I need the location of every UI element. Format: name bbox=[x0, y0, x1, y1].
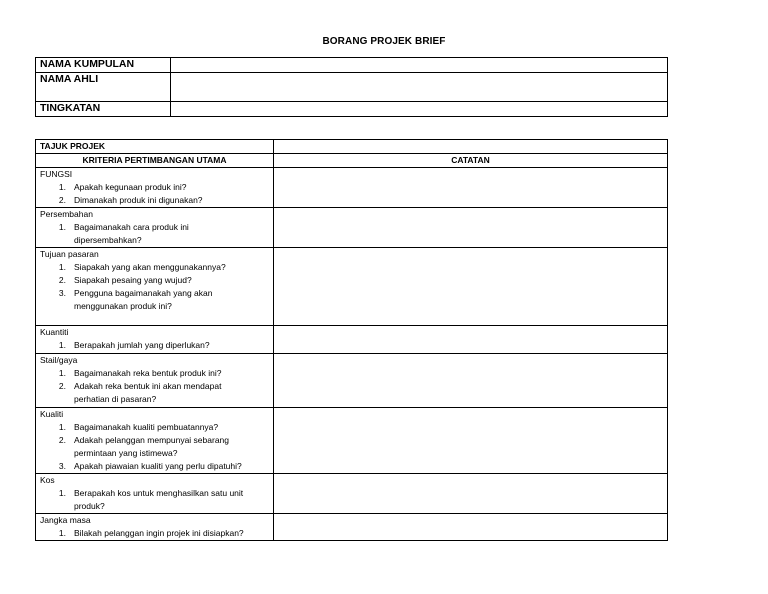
item-number: 1. bbox=[58, 182, 66, 192]
item-number: 2. bbox=[58, 195, 66, 205]
list-item bbox=[40, 339, 273, 352]
list-item bbox=[40, 380, 273, 406]
project-title-field[interactable] bbox=[274, 140, 668, 154]
section-heading: Stail/gaya bbox=[40, 355, 78, 365]
criteria-column-header: KRITERIA PERTIMBANGAN UTAMA bbox=[36, 154, 274, 168]
section-heading: Kos bbox=[40, 475, 55, 485]
item-text: Dimanakah produk ini digunakan? bbox=[74, 195, 203, 205]
item-line: dipersembahkan? bbox=[74, 235, 142, 245]
notes-cell[interactable] bbox=[274, 326, 668, 354]
item-text: Bilakah pelanggan ingin projek ini disiapkan? bbox=[74, 528, 244, 538]
criteria-cell bbox=[36, 208, 274, 248]
item-text: Bagaimanakah reka bentuk produk ini? bbox=[74, 368, 222, 378]
list-item bbox=[40, 261, 273, 274]
item-text bbox=[74, 487, 273, 513]
section-heading: Kualiti bbox=[40, 409, 64, 419]
item-text bbox=[74, 380, 273, 406]
criteria-cell bbox=[36, 408, 274, 474]
members-field[interactable] bbox=[171, 73, 668, 102]
item-line: Bagaimanakah cara produk ini bbox=[74, 222, 189, 232]
form-level-label: TINGKATAN bbox=[36, 102, 171, 117]
item-number: 1. bbox=[58, 340, 66, 350]
section-heading: Kuantiti bbox=[40, 327, 69, 337]
item-line: menggunakan produk ini? bbox=[74, 301, 172, 311]
item-line: Adakah reka bentuk ini akan mendapat bbox=[74, 381, 222, 391]
list-item bbox=[40, 487, 273, 513]
notes-cell[interactable] bbox=[274, 354, 668, 408]
item-text: Berapakah jumlah yang diperlukan? bbox=[74, 340, 210, 350]
item-number: 3. bbox=[58, 288, 66, 298]
item-number: 1. bbox=[58, 488, 66, 498]
item-line: Pengguna bagaimanakah yang akan bbox=[74, 288, 213, 298]
item-text bbox=[74, 287, 273, 313]
group-info-table bbox=[35, 57, 668, 117]
list-item bbox=[40, 367, 273, 380]
item-text: Bagaimanakah kualiti pembuatannya? bbox=[74, 422, 219, 432]
list-item bbox=[40, 421, 273, 434]
notes-cell[interactable] bbox=[274, 408, 668, 474]
project-brief-table bbox=[35, 139, 668, 541]
notes-cell[interactable] bbox=[274, 168, 668, 208]
item-number: 1. bbox=[58, 528, 66, 538]
notes-cell[interactable] bbox=[274, 474, 668, 514]
criteria-cell bbox=[36, 326, 274, 354]
item-number: 1. bbox=[58, 262, 66, 272]
section-heading: FUNGSI bbox=[40, 169, 73, 179]
notes-column-header: CATATAN bbox=[274, 154, 668, 168]
item-line: Adakah pelanggan mempunyai sebarang bbox=[74, 435, 230, 445]
criteria-cell bbox=[36, 474, 274, 514]
notes-cell[interactable] bbox=[274, 248, 668, 326]
list-item bbox=[40, 274, 273, 287]
criteria-cell bbox=[36, 248, 274, 326]
criteria-cell bbox=[36, 168, 274, 208]
notes-cell[interactable] bbox=[274, 514, 668, 541]
form-title: BORANG PROJEK BRIEF bbox=[322, 36, 446, 47]
item-text: Siapakah pesaing yang wujud? bbox=[74, 275, 192, 285]
project-title-label: TAJUK PROJEK bbox=[36, 140, 274, 154]
members-label: NAMA AHLI bbox=[36, 73, 171, 102]
criteria-cell bbox=[36, 514, 274, 541]
section-heading: Tujuan pasaran bbox=[40, 249, 99, 259]
item-number: 2. bbox=[58, 435, 66, 445]
list-item bbox=[40, 287, 273, 313]
list-item bbox=[40, 527, 273, 540]
item-line: produk? bbox=[74, 501, 105, 511]
list-item bbox=[40, 194, 273, 207]
item-number: 1. bbox=[58, 422, 66, 432]
item-number: 3. bbox=[58, 461, 66, 471]
group-name-label: NAMA KUMPULAN bbox=[36, 58, 171, 73]
item-text: Apakah piawaian kualiti yang perlu dipatuhi? bbox=[74, 461, 242, 471]
item-line: permintaan yang istimewa? bbox=[74, 448, 178, 458]
list-item bbox=[40, 221, 273, 247]
section-heading: Jangka masa bbox=[40, 515, 91, 525]
list-item bbox=[40, 434, 273, 460]
item-line: perhatian di pasaran? bbox=[74, 394, 157, 404]
item-text: Apakah kegunaan produk ini? bbox=[74, 182, 187, 192]
item-text: Siapakah yang akan menggunakannya? bbox=[74, 262, 226, 272]
item-number: 1. bbox=[58, 222, 66, 232]
form-level-field[interactable] bbox=[171, 102, 668, 117]
item-text bbox=[74, 434, 273, 460]
item-number: 2. bbox=[58, 381, 66, 391]
criteria-cell bbox=[36, 354, 274, 408]
notes-cell[interactable] bbox=[274, 208, 668, 248]
item-number: 2. bbox=[58, 275, 66, 285]
item-text bbox=[74, 221, 273, 247]
section-heading: Persembahan bbox=[40, 209, 93, 219]
list-item bbox=[40, 460, 273, 473]
group-name-field[interactable] bbox=[171, 58, 668, 73]
item-line: Berapakah kos untuk menghasilkan satu unit bbox=[74, 488, 244, 498]
item-number: 1. bbox=[58, 368, 66, 378]
list-item bbox=[40, 181, 273, 194]
